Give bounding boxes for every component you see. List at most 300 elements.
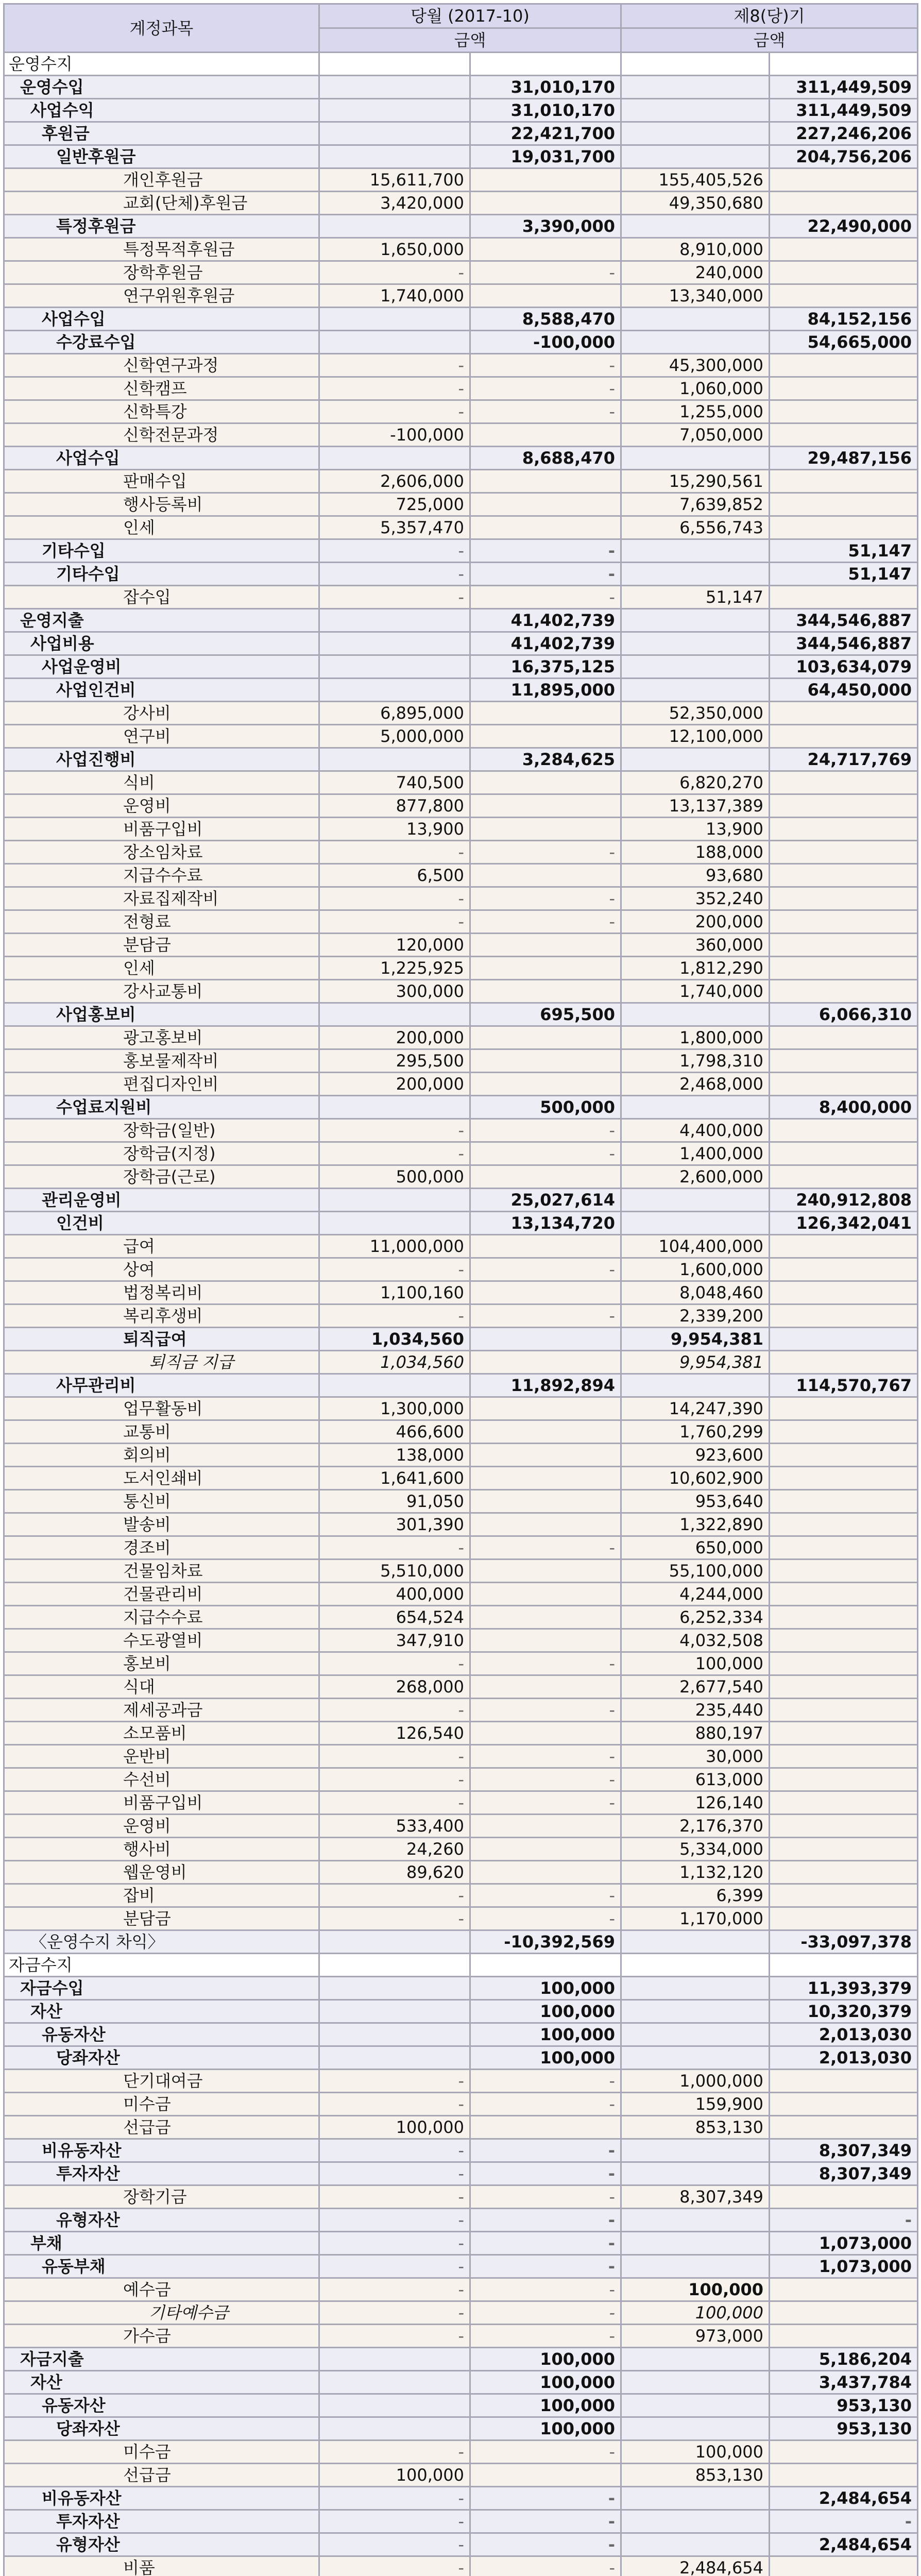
month-detail-cell: - (319, 1119, 470, 1142)
month-detail-cell: - (319, 1536, 470, 1560)
account-name: 홍보물제작비 (4, 1049, 319, 1073)
period-total-cell (770, 1142, 918, 1165)
month-total-cell (470, 516, 621, 539)
month-total-cell: - (470, 2093, 621, 2116)
period-total-cell: 8,307,349 (770, 2139, 918, 2162)
account-name: 장학기금 (4, 2185, 319, 2209)
table-row (4, 1467, 918, 1490)
table-row (4, 2139, 918, 2162)
month-detail-cell (319, 1212, 470, 1235)
month-detail-cell: 533,400 (319, 1815, 470, 1838)
month-total-cell (470, 980, 621, 1003)
period-total-cell (770, 1861, 918, 1884)
month-detail-cell: - (319, 1142, 470, 1165)
period-total-cell: 84,152,156 (770, 308, 918, 331)
period-total-cell (770, 1838, 918, 1861)
account-name: 도서인쇄비 (4, 1467, 319, 1490)
account-header: 계정과목 (4, 4, 319, 53)
month-total-cell: - (470, 400, 621, 423)
month-total-cell (470, 1397, 621, 1420)
month-total-cell: - (470, 1652, 621, 1675)
month-total-cell (470, 957, 621, 980)
period-total-cell (770, 354, 918, 377)
month-total-cell: - (470, 2070, 621, 2093)
period-total-cell (770, 423, 918, 447)
month-total-cell: 695,500 (470, 1003, 621, 1026)
month-total-cell (470, 725, 621, 748)
period-total-cell (770, 1629, 918, 1652)
table-row (4, 2070, 918, 2093)
month-total-cell: 100,000 (470, 2000, 621, 2023)
account-name: 사업운영비 (4, 655, 319, 679)
account-name: 법정복리비 (4, 1281, 319, 1304)
period-detail-cell (621, 2510, 770, 2533)
month-detail-cell: - (319, 1768, 470, 1791)
table-row (4, 1536, 918, 1560)
month-total-cell: - (470, 2301, 621, 2325)
period-detail-cell (621, 447, 770, 470)
period-detail-cell: 1,000,000 (621, 2070, 770, 2093)
period-total-cell: 11,393,379 (770, 1977, 918, 2000)
month-detail-cell: - (319, 1304, 470, 1328)
period-total-cell: 51,147 (770, 539, 918, 563)
account-name: 지급수수료 (4, 1606, 319, 1629)
period-total-cell (770, 2093, 918, 2116)
period-detail-cell: 4,400,000 (621, 1119, 770, 1142)
table-row (4, 2301, 918, 2325)
account-name: 복리후생비 (4, 1304, 319, 1328)
period-total-cell: 204,756,206 (770, 145, 918, 168)
month-detail-cell: 120,000 (319, 934, 470, 957)
period-detail-cell (621, 655, 770, 679)
month-total-cell: 13,134,720 (470, 1212, 621, 1235)
period-total-cell (770, 2556, 918, 2576)
month-detail-cell (319, 122, 470, 145)
amount-header-month: 금액 (319, 28, 621, 53)
period-detail-cell: 1,400,000 (621, 1142, 770, 1165)
month-detail-cell (319, 53, 470, 76)
month-detail-cell: - (319, 539, 470, 563)
month-detail-cell: - (319, 261, 470, 284)
table-row (4, 2000, 918, 2023)
month-total-cell (470, 818, 621, 841)
period-detail-cell: 14,247,390 (621, 1397, 770, 1420)
period-detail-cell: 4,032,508 (621, 1629, 770, 1652)
month-detail-cell: - (319, 2093, 470, 2116)
month-total-cell (470, 1606, 621, 1629)
account-name: 비유동자산 (4, 2139, 319, 2162)
month-total-cell: 3,284,625 (470, 748, 621, 771)
account-name: 신학특강 (4, 400, 319, 423)
table-row (4, 238, 918, 261)
month-detail-cell (319, 1954, 470, 1977)
table-row (4, 2394, 918, 2417)
month-total-cell (470, 1328, 621, 1351)
month-detail-cell: - (319, 1907, 470, 1930)
table-row (4, 1768, 918, 1791)
table-row (4, 145, 918, 168)
period-detail-cell (621, 748, 770, 771)
account-name: 통신비 (4, 1490, 319, 1513)
month-detail-cell: - (319, 2510, 470, 2533)
period-detail-cell (621, 2371, 770, 2394)
account-name: 편집디자인비 (4, 1073, 319, 1096)
table-row (4, 2556, 918, 2576)
period-detail-cell (621, 632, 770, 655)
period-detail-cell (621, 2139, 770, 2162)
table-row (4, 2441, 918, 2464)
month-total-cell: 500,000 (470, 1096, 621, 1119)
period-total-cell (770, 1119, 918, 1142)
month-total-cell: - (470, 1791, 621, 1815)
period-detail-cell: 650,000 (621, 1536, 770, 1560)
period-detail-cell: 30,000 (621, 1745, 770, 1768)
account-name: 기타수입 (4, 539, 319, 563)
period-detail-cell (621, 1954, 770, 1977)
period-total-cell: 24,717,769 (770, 748, 918, 771)
table-row (4, 1722, 918, 1745)
account-name: 교회(단체)후원금 (4, 192, 319, 215)
table-row (4, 563, 918, 586)
account-name: 자료집제작비 (4, 887, 319, 910)
period-detail-cell: 9,954,381 (621, 1351, 770, 1374)
month-total-cell: - (470, 841, 621, 864)
period-total-cell (770, 2301, 918, 2325)
table-row (4, 748, 918, 771)
period-total-cell: 8,307,349 (770, 2162, 918, 2185)
period-total-cell (770, 493, 918, 516)
month-detail-cell (319, 1189, 470, 1212)
period-total-cell (770, 1884, 918, 1907)
period-detail-cell: 1,255,000 (621, 400, 770, 423)
period-detail-cell (621, 308, 770, 331)
period-total-cell (770, 2070, 918, 2093)
month-detail-cell: 500,000 (319, 1165, 470, 1189)
month-detail-cell: 725,000 (319, 493, 470, 516)
month-detail-cell: 400,000 (319, 1583, 470, 1606)
table-row (4, 1142, 918, 1165)
period-total-cell (770, 470, 918, 493)
month-total-cell: 22,421,700 (470, 122, 621, 145)
period-total-cell (770, 400, 918, 423)
table-row (4, 1815, 918, 1838)
month-detail-cell: - (319, 1884, 470, 1907)
table-row (4, 586, 918, 609)
month-total-cell (470, 934, 621, 957)
period-detail-cell: 13,900 (621, 818, 770, 841)
account-name: 자금수지 (4, 1954, 319, 1977)
month-total-cell: - (470, 1142, 621, 1165)
period-detail-cell: 360,000 (621, 934, 770, 957)
month-total-cell (470, 1675, 621, 1699)
month-total-cell (470, 702, 621, 725)
period-detail-cell: 7,050,000 (621, 423, 770, 447)
month-detail-cell: - (319, 2139, 470, 2162)
month-detail-cell (319, 2348, 470, 2371)
month-detail-cell (319, 99, 470, 122)
month-total-cell: 31,010,170 (470, 99, 621, 122)
period-detail-cell: 8,307,349 (621, 2185, 770, 2209)
account-name: 투자자산 (4, 2162, 319, 2185)
month-total-cell: 8,688,470 (470, 447, 621, 470)
month-detail-cell: 15,611,700 (319, 168, 470, 192)
period-total-cell: 10,320,379 (770, 2000, 918, 2023)
month-detail-cell: 100,000 (319, 2464, 470, 2487)
month-total-cell: 100,000 (470, 2023, 621, 2046)
period-detail-cell (621, 122, 770, 145)
period-detail-cell: 352,240 (621, 887, 770, 910)
period-total-cell: 51,147 (770, 563, 918, 586)
period-detail-cell: 100,000 (621, 1652, 770, 1675)
account-name: 상여 (4, 1258, 319, 1281)
period-detail-cell: 2,600,000 (621, 1165, 770, 1189)
period-total-cell: 6,066,310 (770, 1003, 918, 1026)
period-detail-cell (621, 1003, 770, 1026)
month-detail-cell: - (319, 354, 470, 377)
period-total-cell (770, 1165, 918, 1189)
account-name: 회의비 (4, 1444, 319, 1467)
account-name: 잡수입 (4, 586, 319, 609)
ledger-table (3, 3, 918, 2576)
table-row (4, 1073, 918, 1096)
period-total-cell (770, 2325, 918, 2348)
account-name: 미수금 (4, 2441, 319, 2464)
month-detail-cell (319, 2417, 470, 2441)
month-detail-cell: - (319, 586, 470, 609)
table-body (4, 53, 918, 2576)
month-detail-cell: - (319, 1791, 470, 1815)
period-total-cell (770, 910, 918, 934)
period-detail-cell (621, 1930, 770, 1954)
period-detail-cell: 155,405,526 (621, 168, 770, 192)
month-total-cell (470, 168, 621, 192)
period-total-cell: 54,665,000 (770, 331, 918, 354)
account-name: 건물관리비 (4, 1583, 319, 1606)
month-detail-cell: 1,300,000 (319, 1397, 470, 1420)
period-total-cell (770, 934, 918, 957)
table-row (4, 934, 918, 957)
period-total-cell (770, 2185, 918, 2209)
table-row (4, 1026, 918, 1049)
month-total-cell: 100,000 (470, 2417, 621, 2441)
month-total-cell: 41,402,739 (470, 632, 621, 655)
month-detail-cell: 877,800 (319, 794, 470, 818)
month-detail-cell: 1,100,160 (319, 1281, 470, 1304)
period-total-cell: 126,342,041 (770, 1212, 918, 1235)
month-detail-cell: 466,600 (319, 1420, 470, 1444)
period-total-cell: 29,487,156 (770, 447, 918, 470)
table-row (4, 2417, 918, 2441)
month-total-cell: - (470, 586, 621, 609)
month-total-cell: 100,000 (470, 1977, 621, 2000)
month-detail-cell (319, 1930, 470, 1954)
period-total-cell (770, 238, 918, 261)
period-detail-cell: 8,048,460 (621, 1281, 770, 1304)
period-total-cell: 5,186,204 (770, 2348, 918, 2371)
month-total-cell (470, 1583, 621, 1606)
period-total-cell (770, 1049, 918, 1073)
period-total-cell (770, 1768, 918, 1791)
table-row (4, 725, 918, 748)
month-total-cell: 11,892,894 (470, 1374, 621, 1397)
table-row (4, 1954, 918, 1977)
table-row (4, 192, 918, 215)
period-detail-cell: 49,350,680 (621, 192, 770, 215)
month-total-cell (470, 1861, 621, 1884)
table-row (4, 794, 918, 818)
account-name: 수도광열비 (4, 1629, 319, 1652)
account-name: 급여 (4, 1235, 319, 1258)
period-total-cell (770, 2116, 918, 2139)
month-total-cell (470, 1281, 621, 1304)
table-row (4, 655, 918, 679)
table-row (4, 702, 918, 725)
month-total-cell: -10,392,569 (470, 1930, 621, 1954)
month-total-cell: - (470, 1745, 621, 1768)
table-row (4, 609, 918, 632)
period-total-cell (770, 1536, 918, 1560)
period-detail-cell: 235,440 (621, 1699, 770, 1722)
month-detail-cell: 3,420,000 (319, 192, 470, 215)
period-total-cell: 3,437,784 (770, 2371, 918, 2394)
month-total-cell: - (470, 2278, 621, 2301)
account-name: 일반후원금 (4, 145, 319, 168)
account-name: 홍보비 (4, 1652, 319, 1675)
month-total-cell (470, 1954, 621, 1977)
period-total-cell: - (770, 2510, 918, 2533)
table-row (4, 1281, 918, 1304)
account-name: 운영지출 (4, 609, 319, 632)
period-detail-cell (621, 1977, 770, 2000)
month-detail-cell: - (319, 841, 470, 864)
period-detail-cell (621, 2046, 770, 2070)
period-total-cell: 1,073,000 (770, 2255, 918, 2278)
month-total-cell (470, 1629, 621, 1652)
period-detail-cell (621, 2023, 770, 2046)
period-detail-cell: 12,100,000 (621, 725, 770, 748)
table-row (4, 2116, 918, 2139)
month-detail-cell (319, 632, 470, 655)
month-detail-cell: 1,740,000 (319, 284, 470, 308)
month-detail-cell: - (319, 1745, 470, 1768)
month-detail-cell: 200,000 (319, 1073, 470, 1096)
month-detail-cell (319, 1977, 470, 2000)
month-total-cell: - (470, 1768, 621, 1791)
month-detail-cell: 5,000,000 (319, 725, 470, 748)
account-name: 업무활동비 (4, 1397, 319, 1420)
month-total-cell: - (470, 539, 621, 563)
month-detail-cell: 654,524 (319, 1606, 470, 1629)
period-detail-cell: 923,600 (621, 1444, 770, 1467)
period-total-cell (770, 1675, 918, 1699)
month-detail-cell: - (319, 2255, 470, 2278)
account-name: 부채 (4, 2232, 319, 2255)
period-total-cell (770, 1328, 918, 1351)
table-row (4, 1490, 918, 1513)
period-total-cell (770, 1073, 918, 1096)
period-detail-cell: 2,484,654 (621, 2556, 770, 2576)
month-detail-cell: - (319, 910, 470, 934)
period-total-cell (770, 1467, 918, 1490)
month-detail-cell: 200,000 (319, 1026, 470, 1049)
table-row (4, 1258, 918, 1281)
period-total-cell (770, 1420, 918, 1444)
period-detail-cell: 1,760,299 (621, 1420, 770, 1444)
month-detail-cell: - (319, 1699, 470, 1722)
period-total-cell (770, 1304, 918, 1328)
month-total-cell: - (470, 1699, 621, 1722)
table-row (4, 841, 918, 864)
account-name: 기타수입 (4, 563, 319, 586)
period-detail-cell: 52,350,000 (621, 702, 770, 725)
period-total-cell (770, 1652, 918, 1675)
account-name: 특정목적후원금 (4, 238, 319, 261)
table-row (4, 1374, 918, 1397)
account-name: 비유동자산 (4, 2487, 319, 2510)
table-row (4, 470, 918, 493)
account-name: 개인후원금 (4, 168, 319, 192)
table-row (4, 910, 918, 934)
month-total-cell (470, 1049, 621, 1073)
period-detail-cell (621, 2394, 770, 2417)
month-total-cell: - (470, 1119, 621, 1142)
period-detail-cell: 880,197 (621, 1722, 770, 1745)
period-detail-cell: 1,812,290 (621, 957, 770, 980)
period-total-cell: 2,013,030 (770, 2046, 918, 2070)
month-total-cell: - (470, 2255, 621, 2278)
month-total-cell: - (470, 910, 621, 934)
period-detail-cell: 2,468,000 (621, 1073, 770, 1096)
period-total-cell: 953,130 (770, 2394, 918, 2417)
table-row (4, 1652, 918, 1675)
period-detail-cell: 100,000 (621, 2441, 770, 2464)
month-detail-cell (319, 1096, 470, 1119)
month-detail-cell: - (319, 2301, 470, 2325)
account-name: 신학전문과정 (4, 423, 319, 447)
account-name: 사업수입 (4, 447, 319, 470)
account-name: 행사비 (4, 1838, 319, 1861)
period-total-cell (770, 1560, 918, 1583)
table-row (4, 887, 918, 910)
month-total-cell: - (470, 2556, 621, 2576)
month-total-cell (470, 53, 621, 76)
month-detail-cell: 301,390 (319, 1513, 470, 1536)
period-detail-cell: 853,130 (621, 2116, 770, 2139)
period-detail-cell: 1,060,000 (621, 377, 770, 400)
month-total-cell: - (470, 2533, 621, 2556)
period-detail-cell (621, 331, 770, 354)
month-total-cell (470, 1351, 621, 1374)
period-detail-cell: 1,798,310 (621, 1049, 770, 1073)
account-name: 가수금 (4, 2325, 319, 2348)
month-detail-cell: - (319, 2556, 470, 2576)
table-row (4, 122, 918, 145)
period-detail-cell: 6,252,334 (621, 1606, 770, 1629)
account-name: 유동자산 (4, 2023, 319, 2046)
period-total-cell (770, 980, 918, 1003)
table-row (4, 1119, 918, 1142)
month-detail-cell: 11,000,000 (319, 1235, 470, 1258)
month-detail-cell: 268,000 (319, 1675, 470, 1699)
period-detail-cell: 973,000 (621, 2325, 770, 2348)
period-total-cell (770, 1791, 918, 1815)
period-detail-cell: 953,640 (621, 1490, 770, 1513)
month-detail-cell: 740,500 (319, 771, 470, 794)
month-detail-cell: - (319, 2278, 470, 2301)
account-name: 인건비 (4, 1212, 319, 1235)
period-detail-cell: 200,000 (621, 910, 770, 934)
period-detail-cell (621, 2162, 770, 2185)
